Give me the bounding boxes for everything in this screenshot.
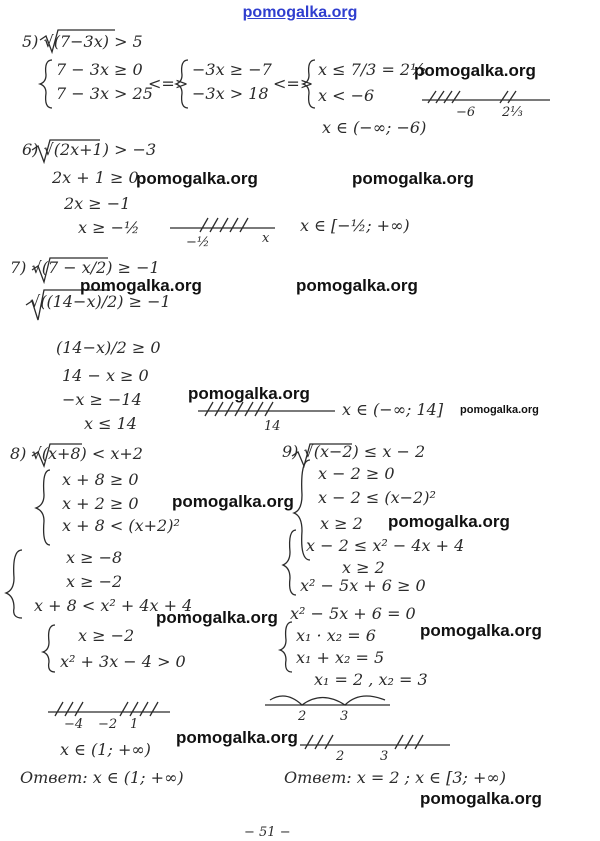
site-header-link[interactable]: pomogalka.org bbox=[242, 4, 358, 21]
watermark: pomogalka.org bbox=[388, 512, 510, 531]
task7-step1: √((14−x)/2) ≥ −1 bbox=[30, 292, 171, 311]
hatch-7 bbox=[205, 402, 273, 416]
task5-sys3-line2: x < −6 bbox=[318, 86, 375, 105]
task7-step2: (14−x)/2 ≥ 0 bbox=[56, 338, 161, 357]
task9-step2: x − 2 ≤ x² − 4x + 4 bbox=[306, 536, 465, 555]
task8-sys2-line2: x ≥ −2 bbox=[66, 572, 123, 591]
task8-axis-label-3: 1 bbox=[130, 717, 139, 732]
task6-axis-label-2: x bbox=[262, 231, 270, 246]
task6-answer: x ∈ [−½; +∞) bbox=[300, 216, 410, 235]
task9-axis-label-2: 3 bbox=[340, 709, 349, 724]
task6-step1: 2x + 1 ≥ 0 bbox=[52, 168, 139, 187]
task8-final-answer: Ответ: x ∈ (1; +∞) bbox=[20, 768, 184, 787]
watermark: pomogalka.org bbox=[172, 492, 294, 511]
watermark: pomogalka.org bbox=[414, 61, 536, 80]
task5-axis-label-1: −6 bbox=[456, 105, 476, 120]
task6-step2: 2x ≥ −1 bbox=[64, 194, 131, 213]
watermark: pomogalka.org bbox=[352, 169, 474, 188]
task8-sys-line1: x + 8 ≥ 0 bbox=[62, 470, 139, 489]
task7-condition: 7) √(7 − x/2) ≥ −1 bbox=[10, 258, 160, 277]
task5-answer: x ∈ (−∞; −6) bbox=[322, 118, 427, 137]
task5-sys-line1: 7 − 3x ≥ 0 bbox=[56, 60, 143, 79]
watermark: pomogalka.org bbox=[188, 384, 310, 403]
task9-roots: x₁ = 2 , x₂ = 3 bbox=[314, 670, 428, 689]
task7-step5: x ≤ 14 bbox=[84, 414, 137, 433]
task9-sys-line2: x − 2 ≤ (x−2)² bbox=[318, 488, 436, 507]
task5-sys3-line1: x ≤ 7/3 = 2⅓ bbox=[318, 60, 426, 79]
watermark: pomogalka.org bbox=[296, 276, 418, 295]
task9-step1: x ≥ 2 bbox=[320, 514, 363, 533]
task9-axis-label-3: 2 bbox=[336, 749, 345, 764]
task5-equiv2: <=> bbox=[273, 74, 314, 93]
task9-axis-label-4: 3 bbox=[380, 749, 389, 764]
watermark: pomogalka.org bbox=[420, 789, 542, 808]
task8-axis-label-1: −4 bbox=[64, 717, 84, 732]
task5-sys2-line2: −3x > 18 bbox=[192, 84, 269, 103]
task5-axis-label-2: 2⅓ bbox=[502, 105, 523, 120]
task8-sys3-line1: x ≥ −2 bbox=[78, 626, 135, 645]
task7-step3: 14 − x ≥ 0 bbox=[62, 366, 149, 385]
arc-9a bbox=[270, 696, 385, 705]
hatch-8 bbox=[55, 702, 158, 716]
task8-sys-line3: x + 8 < (x+2)² bbox=[62, 516, 180, 535]
task8-sys2-line1: x ≥ −8 bbox=[66, 548, 123, 567]
brace-9c bbox=[280, 622, 292, 672]
task9-step4: x² − 5x + 6 ≥ 0 bbox=[300, 576, 426, 595]
watermark: pomogalka.org bbox=[156, 608, 278, 627]
task9-sys-line1: x − 2 ≥ 0 bbox=[318, 464, 395, 483]
watermark: pomogalka.org bbox=[420, 621, 542, 640]
task8-sys2-line3: x + 8 < x² + 4x + 4 bbox=[34, 596, 193, 615]
task5-sys2-line1: −3x ≥ −7 bbox=[192, 60, 272, 79]
brace-5a bbox=[40, 60, 52, 108]
hatch-9b bbox=[305, 735, 423, 749]
hatch-6 bbox=[200, 218, 248, 232]
brace-8b bbox=[6, 550, 22, 618]
task7-answer: x ∈ (−∞; 14] bbox=[342, 400, 444, 419]
task8-condition: 8) √(x+8) < x+2 bbox=[10, 444, 143, 463]
task8-interval: x ∈ (1; +∞) bbox=[60, 740, 151, 759]
hatch-5 bbox=[428, 91, 516, 103]
page-number: − 51 − bbox=[244, 825, 291, 840]
task7-axis-label: 14 bbox=[264, 419, 281, 434]
task9-condition: 9) √(x−2) ≤ x − 2 bbox=[282, 442, 426, 461]
watermark: pomogalka.org bbox=[80, 276, 202, 295]
task8-sys-line2: x + 2 ≥ 0 bbox=[62, 494, 139, 513]
task8-axis-label-2: −2 bbox=[98, 717, 118, 732]
task6-step3: x ≥ −½ bbox=[78, 218, 140, 237]
task6-condition: 6) √(2x+1) > −3 bbox=[22, 140, 157, 159]
task5-sys-line2: 7 − 3x > 25 bbox=[56, 84, 153, 103]
brace-8c bbox=[43, 625, 55, 672]
watermark: pomogalka.org bbox=[460, 404, 539, 416]
task5-condition: 5) √(7−3x) > 5 bbox=[22, 32, 143, 51]
task5-equiv1: <=> bbox=[148, 74, 189, 93]
brace-9b bbox=[283, 530, 296, 595]
task8-sys3-line2: x² + 3x − 4 > 0 bbox=[60, 652, 186, 671]
task9-final-answer: Ответ: x = 2 ; x ∈ [3; +∞) bbox=[284, 768, 506, 787]
task6-axis-label-1: −½ bbox=[186, 235, 210, 250]
watermark: pomogalka.org bbox=[136, 169, 258, 188]
task7-step4: −x ≥ −14 bbox=[62, 390, 142, 409]
task9-vieta-product: x₁ · x₂ = 6 bbox=[296, 626, 376, 645]
watermark: pomogalka.org bbox=[176, 728, 298, 747]
task9-vieta-sum: x₁ + x₂ = 5 bbox=[296, 648, 385, 667]
task9-quadratic-eq: x² − 5x + 6 = 0 bbox=[290, 604, 416, 623]
brace-8a bbox=[36, 470, 50, 545]
task9-axis-label-1: 2 bbox=[298, 709, 307, 724]
task9-step3: x ≥ 2 bbox=[342, 558, 385, 577]
